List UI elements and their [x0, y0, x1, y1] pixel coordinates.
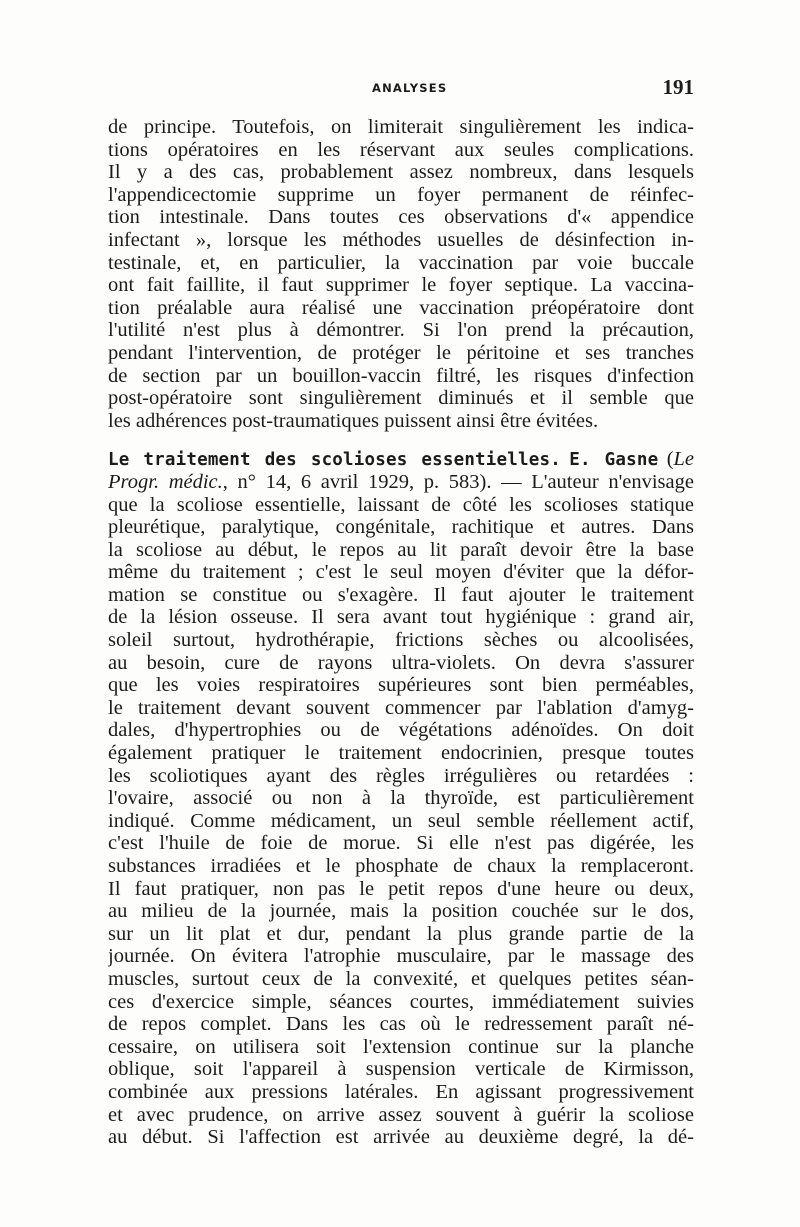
- text-line: tion intestinale. Dans toutes ces observations d'« appendice: [108, 206, 694, 229]
- page-number: 191: [662, 75, 694, 99]
- text-line: post-opératoire sont singulièrement diminués et il semble que: [108, 387, 694, 410]
- text-line: de repos complet. Dans les cas où le redressement paraît né-: [108, 1013, 694, 1036]
- text-line: infectant », lorsque les méthodes usuelles de désinfection in-: [108, 228, 694, 251]
- text-line: ont fait faillite, il faut supprimer le foyer septique. La vaccina-: [108, 274, 694, 297]
- article-citation-line: [108, 471, 694, 494]
- text-line: de principe. Toutefois, on limiterait singulièrement les indica-: [108, 116, 694, 138]
- text-line: le traitement devant souvent commencer par l'ablation d'amyg-: [108, 696, 694, 719]
- text-line: combinée aux pressions latérales. En agissant progressivement: [108, 1080, 694, 1103]
- article-heading-line: [108, 448, 694, 471]
- text-line: sur un lit plat et dur, pendant la plus grande partie de la: [108, 922, 694, 945]
- body-text: [108, 116, 694, 1149]
- text-line: muscles, surtout ceux de la convexité, et quelques petites séan-: [108, 967, 694, 990]
- text-line: cessaire, on utilisera soit l'extension continue sur la planche: [108, 1035, 694, 1058]
- text-line: au début. Si l'affection est arrivée au deuxième degré, la dé-: [108, 1126, 694, 1149]
- text-line: indiqué. Comme médicament, un seul semble réellement actif,: [108, 809, 694, 832]
- text-line: pendant l'intervention, de protéger le péritoine et ses tranches: [108, 341, 694, 364]
- journal-name-part1: Le: [673, 448, 694, 471]
- text-line: l'utilité n'est plus à démontrer. Si l'on prend la précaution,: [108, 319, 694, 342]
- citation-details: , n° 14, 6 avril 1929, p. 583).: [222, 470, 492, 493]
- text-line: tion préalable aura réalisé une vaccination préopératoire dont: [108, 296, 694, 319]
- text-line: journée. On évitera l'atrophie musculaire, par le massage des: [108, 945, 694, 968]
- text-line: de la lésion osseuse. Il sera avant tout hygiénique : grand air,: [108, 606, 694, 629]
- text-line: mation se constitue ou s'exagère. Il faut ajouter le traitement: [108, 583, 694, 606]
- text-line: les scoliotiques ayant des règles irrégulières ou retardées :: [108, 764, 694, 787]
- paragraph-appendicectomie: [108, 116, 694, 432]
- text-line: testinale, et, en particulier, la vaccination par voie buccale: [108, 251, 694, 274]
- text-line: même du traitement ; c'est le seul moyen d'éviter que la défor-: [108, 561, 694, 584]
- running-head: ANALYSES: [372, 81, 448, 95]
- article-author: E. Gasne: [569, 450, 659, 471]
- text-line: c'est l'huile de foie de morue. Si elle n'est pas digérée, les: [108, 832, 694, 855]
- page-header: [110, 75, 694, 102]
- text-line: de section par un bouillon-vaccin filtré, les risques d'infection: [108, 364, 694, 387]
- article-title: Le traitement des scolioses essentielles.: [108, 450, 561, 471]
- citation-open: (: [666, 448, 674, 471]
- text-line: pleurétique, paralytique, congénitale, rachitique et autres. Dans: [108, 516, 694, 539]
- article-scolioses: [108, 448, 694, 1148]
- text-line: oblique, soit l'appareil à suspension verticale de Kirmisson,: [108, 1058, 694, 1081]
- text-line: dales, d'hypertrophies ou de végétations adénoïdes. On doit: [108, 719, 694, 742]
- text-line: Il y a des cas, probablement assez nombreux, dans lesquels: [108, 161, 694, 184]
- paragraph-gap: [108, 432, 694, 448]
- text-line: au milieu de la journée, mais la position couchée sur le dos,: [108, 900, 694, 923]
- text-line: soleil surtout, hydrothérapie, frictions sèches ou alcoolisées,: [108, 629, 694, 652]
- text-line: l'ovaire, associé ou non à la thyroïde, est particulièrement: [108, 787, 694, 810]
- text-line: la scoliose au début, le repos au lit paraît devoir être la base: [108, 538, 694, 561]
- text-line: également pratiquer le traitement endocrinien, presque toutes: [108, 742, 694, 765]
- text-line: que les voies respiratoires supérieures sont bien perméables,: [108, 674, 694, 697]
- journal-name-part2: Progr. médic.: [108, 470, 223, 493]
- text-line: tions opératoires en les réservant aux seules complications.: [108, 138, 694, 161]
- article-intro: — L'auteur n'envisage: [501, 470, 694, 493]
- text-line: substances irradiées et le phosphate de chaux la remplaceront.: [108, 855, 694, 877]
- text-line: les adhérences post-traumatiques puissent ainsi être évitées.: [108, 409, 599, 432]
- text-line: ces d'exercice simple, séances courtes, immédiatement suivies: [108, 990, 694, 1013]
- text-line: que la scoliose essentielle, laissant de côté les scolioses statique: [108, 493, 694, 516]
- text-line: et avec prudence, on arrive assez souvent à guérir la scoliose: [108, 1103, 694, 1126]
- text-line: Il faut pratiquer, non pas le petit repos d'une heure ou deux,: [108, 877, 694, 900]
- text-line: au besoin, cure de rayons ultra-violets. On devra s'assurer: [108, 651, 694, 674]
- text-line: l'appendicectomie supprime un foyer permanent de réinfec-: [108, 183, 694, 206]
